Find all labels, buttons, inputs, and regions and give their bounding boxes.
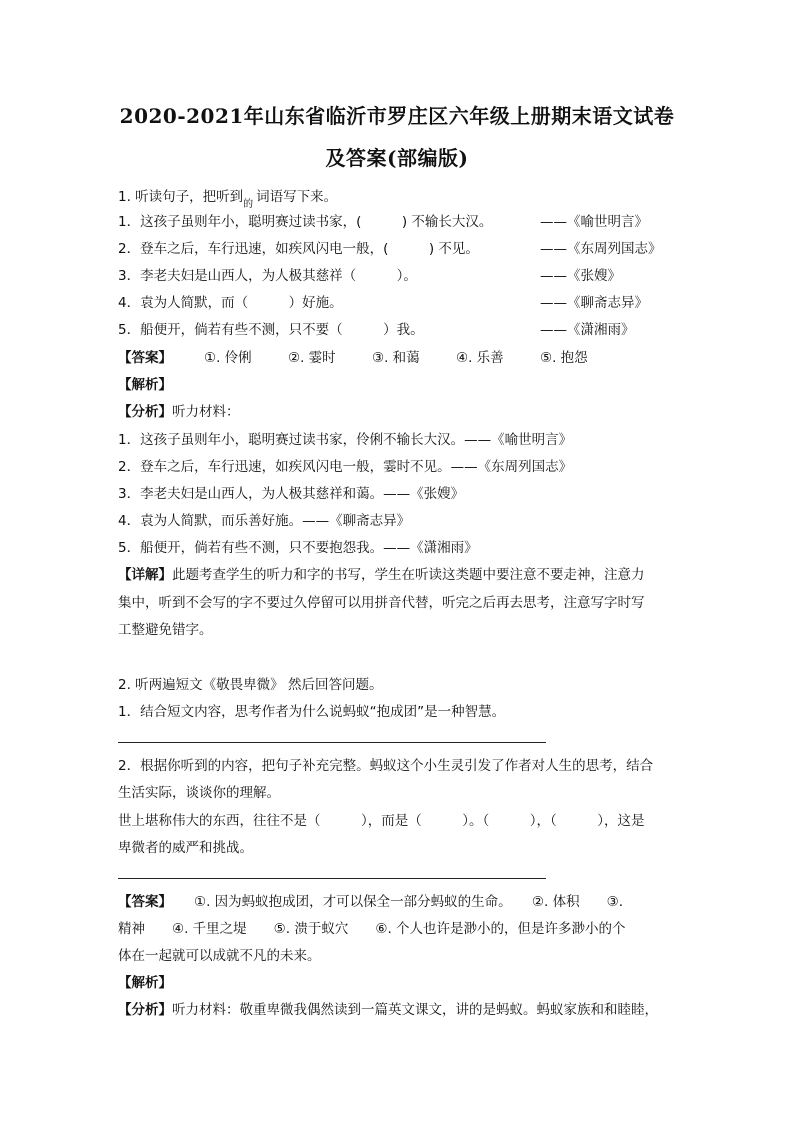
q1-item-2-source: ——《东周列国志》 [540, 241, 662, 257]
q1-item-2-text: 2．登车之后，车行迅速，如疾风闪电一般，( ) 不见。 [118, 241, 479, 257]
q1-detail-text-1: 此题考查学生的听力和字的书写，学生在听读这类题中要注意不要走神，注意力 [172, 567, 645, 583]
answer-underline-2 [118, 878, 546, 879]
q2-answer-line-2: 精神 ④. 千里之堤 ⑤. 溃于蚁穴 ⑥. 个人也许是渺小的，但是许多渺小的个 [118, 921, 626, 937]
q1-fenxi [118, 400, 240, 420]
q2-answer-text-1: ①. 因为蚂蚁抱成团，才可以保全一部分蚂蚁的生命。 ②. 体积 ③. [194, 894, 624, 910]
q1-prompt-text-a: 1. 听读句子，把听到 [118, 189, 244, 205]
q2-prompt-text: 2. 听两遍短文《敬畏卑微》 然后回答问题 [118, 677, 369, 693]
q1-answer-5: ⑤. 抱怨 [540, 350, 588, 366]
q1-material-5: 5．船便开，倘若有些不测，只不要抱怨我。——《潇湘雨》 [118, 540, 478, 556]
q2-prompt-period: 。 [368, 677, 383, 693]
q1-analysis-label: 【解析】 [118, 377, 172, 393]
q1-detail-line-1 [118, 563, 645, 583]
q1-detail-label: 【详解】 [118, 567, 172, 583]
q1-material-3: 3．李老夫妇是山西人，为人极其慈祥和蔼。——《张嫂》 [118, 486, 465, 502]
exam-title-line-1: 2020-2021年山东省临沂市罗庄区六年级上册期末语文试卷 [119, 104, 675, 128]
q1-item-4-text: 4．袁为人简默，而（ ）好施。 [118, 295, 343, 311]
q1-prompt [118, 185, 338, 210]
q1-item-4-source: ——《聊斋志异》 [540, 295, 648, 311]
q2-answer-line-1 [118, 890, 623, 910]
q1-answer-row [118, 346, 588, 366]
q1-item-2 [118, 237, 662, 257]
q2-fenxi [118, 998, 658, 1018]
q2-answer-line-3: 体在一起就可以成就不凡的未来。 [118, 948, 321, 964]
q2-sub-1: 1．结合短文内容，思考作者为什么说蚂蚁“抱成团”是一种智慧。 [118, 704, 506, 720]
q1-answer-3: ③. 和蔼 [372, 350, 420, 366]
q1-prompt-de: 的 [243, 199, 254, 210]
q1-item-3-source: ——《张嫂》 [540, 268, 621, 284]
q2-analysis-label: 【解析】 [118, 975, 172, 991]
q1-item-5 [118, 318, 635, 339]
q1-answer-4: ④. 乐善 [456, 350, 504, 366]
q1-fenxi-label: 【分析】 [118, 404, 172, 420]
q1-detail-line-2: 集中，听到不会写的字不要过久停留可以用拼音代替，听完之后再去思考，注意写字时写 [118, 595, 645, 611]
q2-fill-line-1: 世上堪称伟大的东西，往往不是（ ），而是（ ）。（ ），（ ），这是 [118, 813, 645, 829]
q1-material-1: 1．这孩子虽则年小，聪明赛过读书家，伶俐不输长大汉。——《喻世明言》 [118, 432, 573, 448]
q1-material-2: 2．登车之后，车行迅速，如疾风闪电一般，霎时不见。——《东周列国志》 [118, 459, 573, 475]
q1-item-4 [118, 291, 648, 311]
q1-material-4: 4．袁为人简默，而乐善好施。——《聊斋志异》 [118, 513, 411, 529]
q2-sub-2-line-1: 2．根据你听到的内容，把句子补充完整。蚂蚁这个小生灵引发了作者对人生的思考，结合 [118, 758, 654, 774]
q1-answer-1: ①. 伶俐 [204, 350, 252, 366]
q1-item-5-period: 。 [410, 322, 425, 338]
exam-title-line-2: 及答案(部编版) [325, 146, 469, 170]
q1-item-3-text: 3．李老夫妇是山西人，为人极其慈祥（ ）。 [118, 268, 417, 284]
answer-underline-1 [118, 742, 546, 743]
q2-fenxi-text: 听力材料：敬重卑微我偶然读到一篇英文课文，讲的是蚂蚁。蚂蚁家族和和睦睦， [172, 1002, 658, 1018]
q2-prompt [118, 673, 383, 694]
q1-item-1 [118, 210, 648, 230]
q1-answer-2: ②. 霎时 [288, 350, 336, 366]
q1-item-1-text: 1．这孩子虽则年小，聪明赛过读书家，( ) 不输长大汉。 [118, 214, 493, 230]
q1-fenxi-text: 听力材料： [172, 404, 240, 420]
q2-answer-label: 【答案】 [118, 894, 172, 910]
q1-prompt-text-b: 词语写下来。 [256, 189, 338, 205]
q2-fenxi-label: 【分析】 [118, 1002, 172, 1018]
q1-item-3 [118, 264, 621, 284]
q1-item-5-text: 5．船便开，倘若有些不测，只不要（ ）我 [118, 322, 411, 338]
q2-fill-line-2: 卑微者的威严和挑战。 [118, 840, 253, 856]
q1-item-1-source: ——《喻世明言》 [540, 214, 648, 230]
q2-sub-2-line-2: 生活实际，谈谈你的理解。 [118, 785, 280, 801]
q1-detail-line-3: 工整避免错字。 [118, 622, 213, 638]
q1-item-5-source: ——《潇湘雨》 [540, 322, 635, 338]
q1-answer-label: 【答案】 [118, 350, 172, 366]
